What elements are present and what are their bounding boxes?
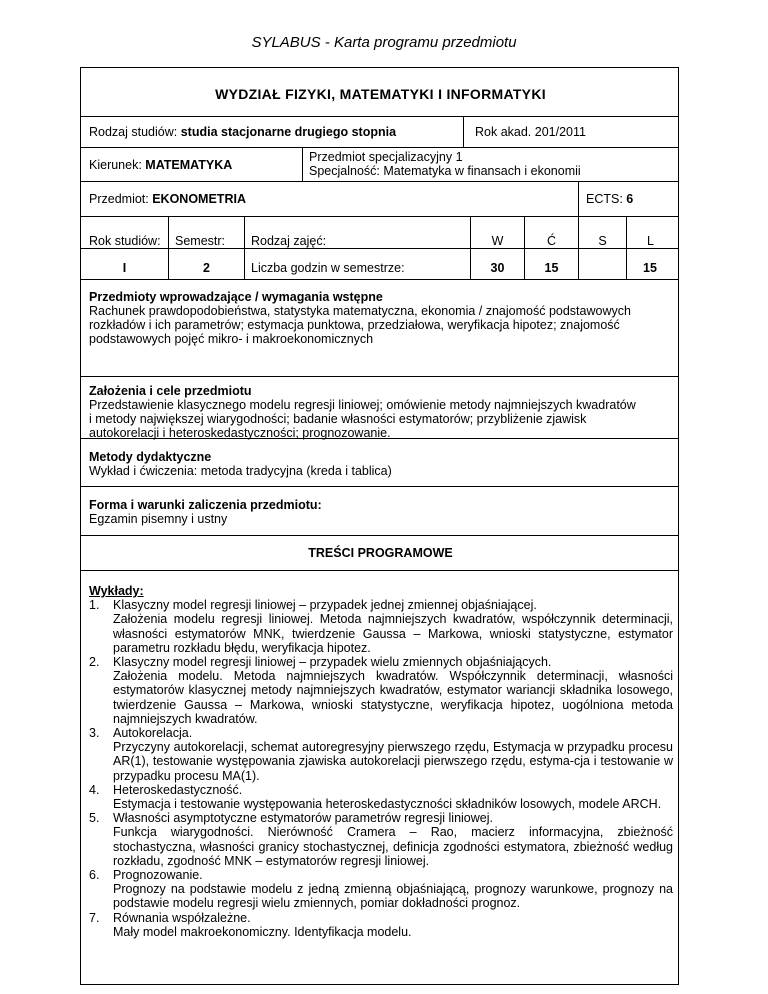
- lecture-number: 2.: [89, 655, 100, 670]
- col-l: L: [647, 234, 654, 248]
- val-semester: 2: [203, 261, 210, 275]
- study-type-label: Rodzaj studiów:: [89, 125, 181, 139]
- hours-label: Liczba godzin w semestrze:: [251, 261, 405, 275]
- val-c: 15: [544, 261, 559, 275]
- study-type: [89, 125, 396, 139]
- lecture-item: [89, 726, 673, 783]
- col-class-type: Rodzaj zajęć:: [251, 234, 327, 248]
- subject-label: Przedmiot:: [89, 192, 153, 206]
- divider: [81, 535, 678, 536]
- lectures-section: [89, 584, 673, 939]
- val-l: 15: [643, 261, 657, 275]
- lecture-item: [89, 783, 673, 811]
- subject-value: EKONOMETRIA: [152, 192, 246, 206]
- syllabus-frame: [80, 67, 679, 985]
- lectures-heading: Wykłady:: [89, 584, 144, 598]
- goals-text-line: autokorelacji i heteroskedastyczności; prognozowanie.: [89, 426, 391, 440]
- lecture-title: Autokorelacja.: [113, 726, 193, 741]
- methods-section: [89, 450, 673, 478]
- lecture-number: 1.: [89, 598, 100, 613]
- specialty: Specjalność: Matematyka w finansach i ekonomii: [309, 164, 581, 178]
- direction-label: Kierunek:: [89, 158, 146, 172]
- divider: [578, 181, 579, 216]
- academic-year: Rok akad. 201/2011: [475, 125, 586, 139]
- col-w: W: [491, 234, 504, 248]
- assessment-heading: Forma i warunki zaliczenia przedmiotu:: [89, 498, 322, 512]
- lecture-title: Prognozowanie.: [113, 868, 203, 883]
- divider: [81, 570, 678, 571]
- lecture-description: Estymacja i testowanie występowania heteroskedastyczności składników losowych, modele ARCH.: [113, 797, 662, 812]
- divider: [81, 147, 678, 148]
- divider: [302, 147, 303, 181]
- goals-text-line: Przedstawienie klasycznego modelu regresji liniowej; omówienie metody najmniejszych kwadratów: [89, 398, 636, 412]
- ects: [586, 192, 633, 206]
- lecture-description: Prognozy na podstawie modelu z jedną zmienną objaśniającą, prognozy warunkowe, prognozy na podstawie modelu regresji wielu zmiennych, pomiar dokładności prognoz.: [113, 882, 673, 911]
- val-year: I: [122, 261, 127, 275]
- divider: [81, 486, 678, 487]
- methods-heading: Metody dydaktyczne: [89, 450, 212, 464]
- lecture-title: Klasyczny model regresji liniowej – przypadek wielu zmiennych objaśniających.: [113, 655, 552, 670]
- page-header: SYLABUS - Karta programu przedmiotu: [251, 34, 517, 51]
- specialized-subject: Przedmiot specjalizacyjny 1: [309, 150, 463, 164]
- goals-section: [89, 384, 673, 440]
- lecture-title: Równania współzależne.: [113, 910, 251, 925]
- assessment-section: [89, 498, 673, 526]
- lecture-description: Mały model makroekonomiczny. Identyfikacja modelu.: [113, 924, 412, 939]
- goals-text-line: i metody największej wiarygodności; badanie własności estymatorów; przybliżenie zjawisk: [89, 412, 587, 426]
- direction-value: MATEMATYKA: [145, 158, 233, 172]
- divider: [81, 116, 678, 117]
- lecture-item: [89, 811, 673, 868]
- methods-text: Wykład i ćwiczenia: metoda tradycyjna (kreda i tablica): [89, 464, 392, 478]
- prerequisites-text-line: podstawowych pojęć mikro- i makroekonomicznych: [89, 332, 374, 346]
- divider: [81, 216, 678, 217]
- lecture-number: 5.: [89, 811, 100, 826]
- divider: [463, 116, 464, 147]
- val-w: 30: [490, 261, 505, 275]
- lecture-item: [89, 911, 673, 939]
- lecture-number: 7.: [89, 910, 100, 925]
- lecture-item: [89, 598, 673, 655]
- lecture-number: 3.: [89, 726, 100, 741]
- lecture-item: [89, 655, 673, 726]
- divider: [81, 181, 678, 182]
- lecture-description: Założenia modelu regresji liniowej. Metoda najmniejszych kwadratów, współczynnik determinacji, własności estymatorów MNK, twierdzenie Gaussa – Markowa, wnioski statystyczne, estymator parametru rozkładu błędu, weryfikacja hipotez.: [113, 612, 673, 655]
- lecture-title: Klasyczny model regresji liniowej – przypadek jednej zmiennej objaśniającej.: [113, 598, 537, 613]
- col-c: Ć: [546, 234, 557, 248]
- divider: [626, 216, 627, 279]
- direction: [89, 158, 232, 172]
- col-s: S: [598, 234, 607, 248]
- assessment-text: Egzamin pisemny i ustny: [89, 512, 228, 526]
- col-semester: Semestr:: [175, 234, 226, 248]
- ects-label: ECTS:: [586, 192, 627, 206]
- lecture-title: Heteroskedastyczność.: [113, 782, 243, 797]
- divider: [81, 279, 678, 280]
- lecture-number: 4.: [89, 782, 100, 797]
- lecture-description: Przyczyny autokorelacji, schemat autoregresyjny pierwszego rzędu, Estymacja w przypadku procesu AR(1), testowanie występowania zjawiska autokorelacji pierwszego rzędu, estyma-cja i testowanie w przypadku procesu MA(1).: [113, 740, 673, 783]
- lecture-number: 6.: [89, 868, 100, 883]
- ects-value: 6: [626, 192, 634, 206]
- study-type-value: studia stacjonarne drugiego stopnia: [180, 125, 397, 139]
- divider: [81, 376, 678, 377]
- prerequisites-text-line: rozkładów i ich parametrów; estymacja punktowa, przedziałowa, weryfikacja hipotez; znajomość: [89, 318, 620, 332]
- prerequisites-section: [89, 290, 673, 346]
- lecture-description: Założenia modelu. Metoda najmniejszych kwadratów. Współczynnik determinacji, własności estymatorów klasycznej metody najmniejszych kwadratów, estymator wariancji składnika losowego, twierdzenie Gaussa – Markowa, wnioski statystyczne, weryfikacja hipotez, uogólniona metoda najmniejszych kwadratów.: [113, 669, 673, 726]
- goals-heading: Założenia i cele przedmiotu: [89, 384, 252, 398]
- subject: [89, 192, 246, 206]
- lecture-title: Własności asymptotyczne estymatorów parametrów regresji liniowej.: [113, 811, 493, 826]
- prerequisites-heading: Przedmioty wprowadzające / wymagania wstępne: [89, 290, 383, 304]
- lecture-description: Funkcja wiarygodności. Nierówność Cramera – Rao, macierz informacyjna, zbieżność stochastyczna, własności granicy stochastycznej, definicja zgodności estymatora, zbieżność według rozkładu, zgodność MNK – estymatorów regresji liniowej.: [113, 825, 673, 868]
- divider: [244, 216, 245, 279]
- prerequisites-text-line: Rachunek prawdopodobieństwa, statystyka matematyczna, ekonomia / znajomość podstawowych: [89, 304, 631, 318]
- content-title: TREŚCI PROGRAMOWE: [308, 546, 453, 560]
- divider: [81, 248, 678, 249]
- faculty-title: WYDZIAŁ FIZYKI, MATEMATYKI I INFORMATYKI: [215, 86, 546, 102]
- lecture-item: [89, 868, 673, 911]
- col-year: Rok studiów:: [89, 234, 161, 248]
